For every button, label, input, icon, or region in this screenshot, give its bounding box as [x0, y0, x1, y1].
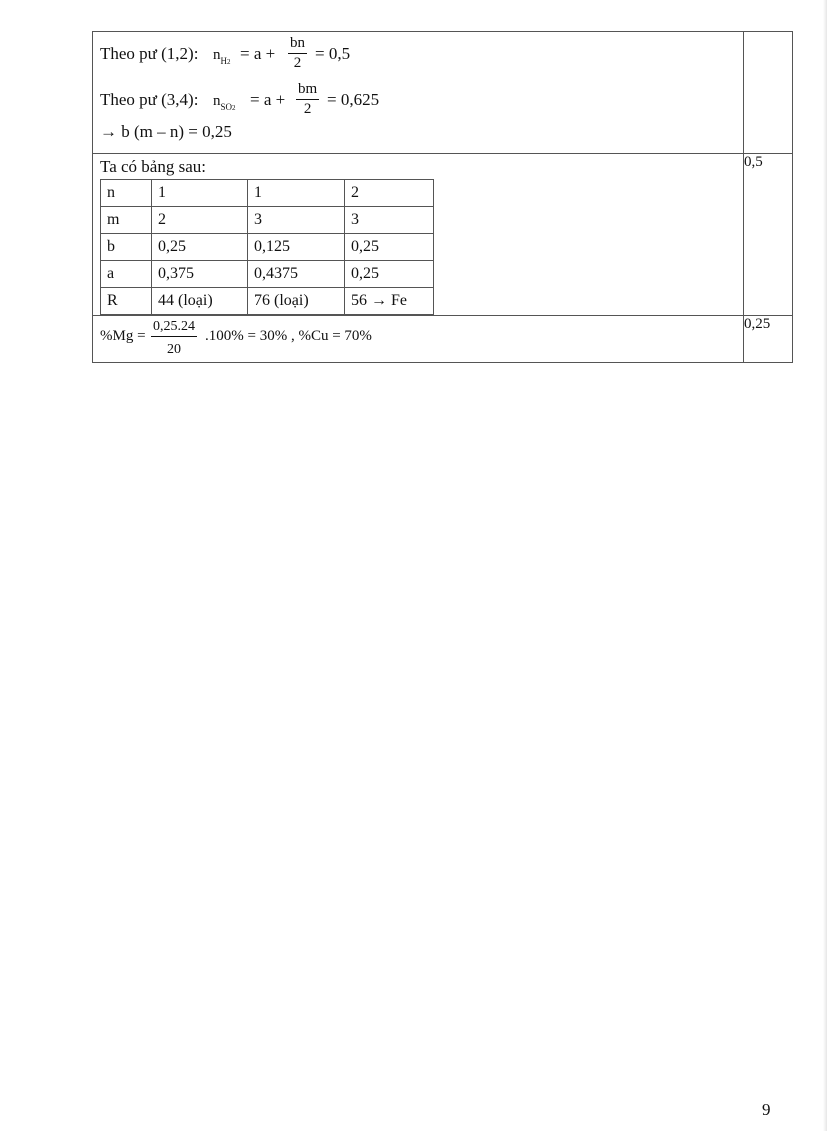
values-table-row-header: b	[101, 234, 152, 261]
values-table	[100, 179, 434, 315]
equation-h2-variable: $n_{H2}$	[213, 47, 231, 66]
values-table-cell: 1	[248, 180, 345, 207]
percent-result: .100% = 30% , %Cu = 70%	[205, 328, 372, 344]
percent-mg-fraction: $\frac{0,25.24}{20}$	[153, 319, 195, 357]
equation-so2-fraction: $\frac{bm}{2}$	[298, 81, 318, 117]
answer-row-3-content	[93, 316, 744, 363]
values-table-cell: 44 (loại)	[152, 288, 248, 315]
answer-row-1	[93, 32, 793, 154]
answer-row-1-content	[93, 32, 744, 154]
values-table-cell: 0,25	[345, 234, 434, 261]
values-table-row	[101, 207, 434, 234]
values-table-row-header: n	[101, 180, 152, 207]
values-table-cell: 0,25	[345, 261, 434, 288]
equation-so2	[93, 81, 743, 121]
values-table-cell: 0,4375	[248, 261, 345, 288]
equation-h2-prefix: Theo pư (1,2):	[100, 44, 199, 63]
answer-row-2	[93, 154, 793, 316]
values-table-cell: 0,125	[248, 234, 345, 261]
values-table-cell: 56 → Fe	[345, 288, 434, 315]
values-table-cell: 1	[152, 180, 248, 207]
equation-h2	[93, 35, 743, 75]
table-intro: Ta có bảng sau:	[100, 157, 206, 176]
equation-so2-variable: $n_{SO2}$	[213, 93, 236, 112]
values-table-cell: 2	[152, 207, 248, 234]
answer-row-3	[93, 316, 793, 363]
equation-so2-operator: = a +	[250, 90, 286, 109]
values-table-cell: 2	[345, 180, 434, 207]
answer-table	[92, 31, 793, 363]
percent-mg-label: %Mg =	[100, 328, 146, 344]
page-number: 9	[762, 1100, 771, 1119]
values-table-cell: 0,25	[152, 234, 248, 261]
answer-row-1-score	[744, 32, 793, 154]
equation-so2-prefix: Theo pư (3,4):	[100, 90, 199, 109]
equation-so2-result: = 0,625	[327, 90, 380, 109]
values-table-row	[101, 261, 434, 288]
values-table-row-header: a	[101, 261, 152, 288]
values-table-cell: 76 (loại)	[248, 288, 345, 315]
answer-row-2-content	[93, 154, 744, 316]
answer-row-2-score: 0,5	[744, 154, 793, 316]
equation-h2-operator: = a +	[240, 44, 276, 63]
percent-equation	[93, 316, 743, 360]
values-table-row	[101, 288, 434, 315]
equation-conclusion: → b (m – n) = 0,25	[100, 122, 232, 141]
page-edge-shadow	[823, 0, 827, 1131]
values-table-row	[101, 234, 434, 261]
equation-h2-result: = 0,5	[315, 44, 351, 63]
values-table-cell: 0,375	[152, 261, 248, 288]
answer-row-3-score: 0,25	[744, 316, 793, 363]
values-table-row	[101, 180, 434, 207]
values-table-row-header: m	[101, 207, 152, 234]
values-table-cell: 3	[345, 207, 434, 234]
values-table-cell: 3	[248, 207, 345, 234]
values-table-row-header: R	[101, 288, 152, 315]
equation-h2-fraction: $\frac{bn}{2}$	[290, 35, 305, 71]
